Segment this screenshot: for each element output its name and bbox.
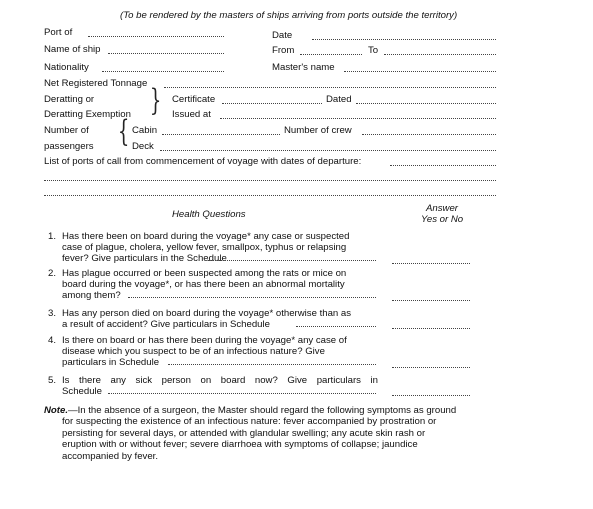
answer-3-field[interactable] (392, 327, 470, 329)
question-3-line-2 (62, 319, 378, 330)
question-4-number: 4. (47, 335, 56, 346)
port-of-label: Port of (44, 27, 73, 38)
question-2-text (62, 268, 378, 302)
note-line-2: for suspecting the existence of an infectious nature: fever accompanied by prostration or (62, 416, 437, 428)
list-of-ports-field-1[interactable] (390, 156, 496, 166)
question-4-line-3-text: particulars in Schedule (62, 357, 160, 369)
question-4-text (62, 335, 378, 369)
deck-label: Deck (132, 141, 154, 152)
question-3-number: 3. (47, 308, 56, 319)
question-2-line-2: board during the voyage*, or has there been an abnormal mortality (62, 279, 345, 291)
question-1-leader (208, 260, 376, 261)
issued-at-label: Issued at (172, 109, 211, 120)
note-line-4: eruption with or without fever; severe diarrhoea with symptoms of collapse; jaundice (62, 439, 418, 451)
passengers-label: passengers (44, 141, 94, 152)
question-4-line-3 (62, 357, 378, 368)
issued-at-field[interactable] (220, 109, 496, 119)
from-field[interactable] (300, 45, 362, 55)
deratting-brace-icon: } (149, 83, 162, 118)
masters-name-field[interactable] (344, 62, 496, 72)
question-3-line-2-text: a result of accident? Give particulars in Schedule (62, 319, 270, 331)
date-label: Date (272, 30, 293, 41)
question-5-line-2-text: Schedule (62, 386, 103, 398)
dated-field[interactable] (356, 94, 496, 104)
question-2-line-3-text: among them? (62, 290, 121, 302)
question-3-leader (296, 326, 376, 327)
nationality-label: Nationality (44, 62, 89, 73)
to-label: To (368, 45, 379, 56)
question-1-line-3 (62, 253, 378, 264)
question-2-leader (128, 297, 376, 298)
deck-field[interactable] (160, 141, 496, 151)
net-tonnage-field[interactable] (164, 78, 496, 88)
dated-label: Dated (326, 94, 352, 105)
number-of-label: Number of (44, 125, 89, 136)
question-2-line-1: Has plague occurred or been suspected among the rats or mice on (62, 268, 347, 279)
number-of-crew-label: Number of crew (284, 125, 352, 136)
note-label: Note. (44, 405, 68, 416)
masters-name-label: Master's name (272, 62, 335, 73)
from-label: From (272, 45, 295, 56)
number-of-crew-field[interactable] (362, 125, 496, 135)
answer-options-label: Yes or No (421, 214, 464, 225)
question-5-number: 5. (47, 375, 56, 386)
question-3-line-1: Has any person died on board during the voyage* otherwise than as (62, 308, 352, 319)
question-2-number: 2. (47, 268, 56, 279)
health-questions-title: Health Questions (172, 209, 246, 220)
question-4-line-1: Is there on board or has there been during the voyage* any case of (62, 335, 347, 346)
question-1-line-1: Has there been on board during the voyage* any case or suspected (62, 231, 350, 242)
question-4-line-2: disease which you suspect to be of an infectious nature? Give (62, 346, 325, 358)
question-5-leader (108, 393, 376, 394)
net-tonnage-label: Net Registered Tonnage (44, 78, 148, 89)
question-3-text (62, 308, 378, 330)
list-of-ports-field-2[interactable] (44, 171, 496, 181)
nationality-field[interactable] (102, 62, 224, 72)
answer-1-field[interactable] (392, 262, 470, 264)
question-1-line-2: case of plague, cholera, yellow fever, smallpox, typhus or relapsing (62, 242, 347, 254)
question-4-leader (168, 364, 376, 365)
question-1-number: 1. (47, 231, 56, 242)
question-5-text (62, 375, 378, 397)
name-of-ship-field[interactable] (108, 44, 224, 54)
certificate-label: Certificate (172, 94, 216, 105)
deratting-or-label: Deratting or (44, 94, 95, 105)
cabin-field[interactable] (162, 125, 280, 135)
answer-5-field[interactable] (392, 394, 470, 396)
deratting-exemption-label: Deratting Exemption (44, 109, 131, 120)
question-5-line-1: Is there any sick person on board now? Give particulars in (62, 375, 378, 386)
question-1-text (62, 231, 378, 265)
passengers-brace-icon: { (117, 114, 130, 149)
question-5-line-2 (62, 386, 378, 397)
to-field[interactable] (384, 45, 496, 55)
form-header: (To be rendered by the masters of ships arriving from ports outside the territory) (120, 10, 458, 21)
note-line-5: accompanied by fever. (62, 450, 158, 462)
name-of-ship-label: Name of ship (44, 44, 101, 55)
note-line-3: persisting for several days, or attended with glandular swelling; any acute skin rash or (62, 427, 426, 439)
cabin-label: Cabin (132, 125, 158, 136)
note-line-1-text: —In the absence of a surgeon, the Master should regard the following symptoms as ground (67, 405, 457, 416)
list-of-ports-label: List of ports of call from commencement of voyage with dates of departure: (44, 156, 362, 167)
note-line-1 (44, 405, 484, 416)
note-block (44, 405, 484, 462)
answer-label: Answer (426, 203, 458, 214)
answer-2-field[interactable] (392, 299, 470, 301)
answer-4-field[interactable] (392, 366, 470, 368)
port-of-field[interactable] (88, 27, 224, 37)
question-2-line-3 (62, 290, 378, 301)
date-field[interactable] (312, 30, 496, 40)
question-1-line-3-text: fever? Give particulars in the Schedule (62, 253, 227, 265)
certificate-field[interactable] (222, 94, 322, 104)
list-of-ports-field-3[interactable] (44, 186, 496, 196)
